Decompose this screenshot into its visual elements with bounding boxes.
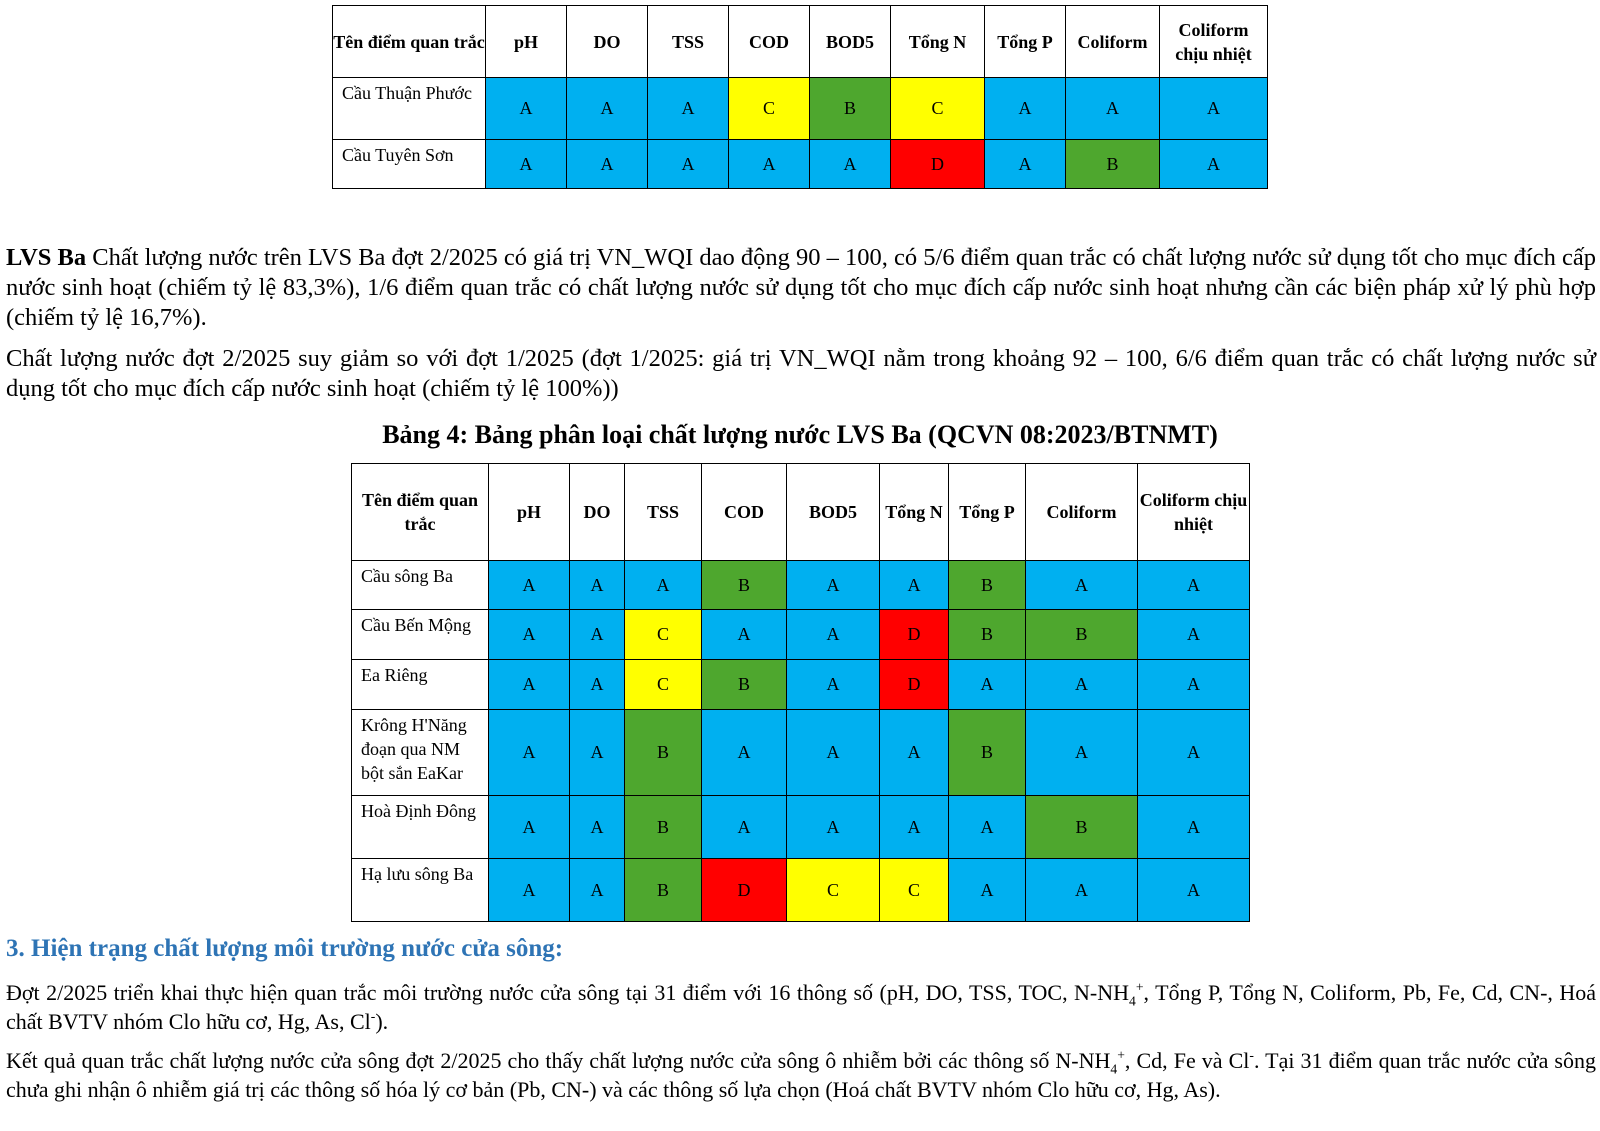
table-header-row bbox=[333, 6, 1268, 78]
superscript: + bbox=[1117, 1047, 1125, 1063]
header-total-p: Tổng P bbox=[985, 6, 1066, 78]
grade-cell: B bbox=[702, 660, 787, 710]
text-span: , Tổng P, Tổng N, Coliform, Pb, Fe, Cd, CN-, Hoá chất BVTV nhóm Clo hữu cơ, Hg, As, Cl bbox=[6, 980, 1597, 1034]
header-bod5: BOD5 bbox=[787, 464, 880, 561]
header-coliform: Coliform bbox=[1026, 464, 1138, 561]
header-ph: pH bbox=[486, 6, 567, 78]
grade-cell: A bbox=[1138, 610, 1250, 660]
text-span: , Cd, Fe và Cl bbox=[1124, 1048, 1250, 1073]
grade-cell: A bbox=[567, 140, 648, 189]
grade-cell: A bbox=[1026, 561, 1138, 610]
paragraph-estuary-results bbox=[6, 1046, 1596, 1104]
header-total-n: Tổng N bbox=[891, 6, 985, 78]
subscript: 4 bbox=[1129, 993, 1136, 1009]
station-name: Cầu Tuyên Sơn bbox=[333, 140, 486, 189]
water-quality-table-top bbox=[332, 5, 1268, 189]
grade-cell: A bbox=[1066, 78, 1160, 140]
grade-cell: A bbox=[787, 710, 880, 796]
grade-cell: B bbox=[625, 859, 702, 922]
header-cod: COD bbox=[729, 6, 810, 78]
header-thermo-coliform: Coliform chịu nhiệt bbox=[1138, 464, 1250, 561]
grade-cell: A bbox=[570, 561, 625, 610]
paragraph-comparison: Chất lượng nước đợt 2/2025 suy giảm so với đợt 1/2025 (đợt 1/2025: giá trị VN_WQI nằm trong khoảng 92 – 100, 6/6 điểm quan trắc có chất lượng nước sử dụng tốt cho mục đích cấp nước sinh hoạt (chiếm tỷ lệ 100%)) bbox=[6, 345, 1596, 402]
header-cod: COD bbox=[702, 464, 787, 561]
header-do: DO bbox=[570, 464, 625, 561]
station-name: Cầu Bến Mộng bbox=[352, 610, 489, 660]
grade-cell: A bbox=[1160, 78, 1268, 140]
grade-cell: A bbox=[648, 78, 729, 140]
table-row bbox=[352, 710, 1250, 796]
station-name: Krông H'Năng đoạn qua NM bột sắn EaKar bbox=[352, 710, 489, 796]
grade-cell: A bbox=[1026, 660, 1138, 710]
grade-cell: A bbox=[489, 561, 570, 610]
grade-cell: A bbox=[810, 140, 891, 189]
grade-cell: B bbox=[702, 561, 787, 610]
header-total-n: Tổng N bbox=[880, 464, 949, 561]
grade-cell: A bbox=[570, 859, 625, 922]
station-name: Cầu Thuận Phước bbox=[333, 78, 486, 140]
header-ph: pH bbox=[489, 464, 570, 561]
grade-cell: C bbox=[787, 859, 880, 922]
subscript: 4 bbox=[1110, 1061, 1118, 1077]
superscript: - bbox=[1249, 1047, 1254, 1063]
table-row bbox=[352, 859, 1250, 922]
paragraph-lead-bold: LVS Ba bbox=[6, 244, 87, 271]
grade-cell: B bbox=[1066, 140, 1160, 189]
grade-cell: B bbox=[1026, 610, 1138, 660]
grade-cell: A bbox=[648, 140, 729, 189]
table-row bbox=[352, 610, 1250, 660]
grade-cell: A bbox=[486, 78, 567, 140]
header-total-p: Tổng P bbox=[949, 464, 1026, 561]
grade-cell: A bbox=[702, 610, 787, 660]
grade-cell: A bbox=[1138, 796, 1250, 859]
text-span: . Tại 31 điểm quan trắc nước cửa sông chưa ghi nhận ô nhiễm giá trị các thông số hóa lý cơ bản (Pb, CN-) và các thông số lựa chọn (Hoá chất BVTV nhóm Clo hữu cơ, Hg, As). bbox=[6, 1048, 1596, 1102]
text-span: Đợt 2/2025 triển khai thực hiện quan trắc môi trường nước cửa sông tại 31 điểm với 16 thông số (pH, DO, TSS, TOC, N-NH bbox=[6, 980, 1130, 1005]
table-row bbox=[333, 78, 1268, 140]
grade-cell: D bbox=[891, 140, 985, 189]
station-name: Cầu sông Ba bbox=[352, 561, 489, 610]
grade-cell: A bbox=[949, 796, 1026, 859]
header-coliform: Coliform bbox=[1066, 6, 1160, 78]
grade-cell: A bbox=[729, 140, 810, 189]
superscript: + bbox=[1135, 979, 1144, 995]
grade-cell: A bbox=[949, 859, 1026, 922]
paragraph-estuary-monitoring bbox=[6, 978, 1596, 1036]
grade-cell: C bbox=[729, 78, 810, 140]
header-bod5: BOD5 bbox=[810, 6, 891, 78]
text-span: ). bbox=[375, 1009, 389, 1034]
table-row bbox=[352, 660, 1250, 710]
grade-cell: B bbox=[810, 78, 891, 140]
grade-cell: C bbox=[625, 610, 702, 660]
grade-cell: A bbox=[489, 660, 570, 710]
grade-cell: A bbox=[489, 610, 570, 660]
grade-cell: A bbox=[702, 710, 787, 796]
grade-cell: A bbox=[787, 660, 880, 710]
grade-cell: D bbox=[880, 660, 949, 710]
grade-cell: A bbox=[489, 859, 570, 922]
grade-cell: A bbox=[985, 140, 1066, 189]
grade-cell: A bbox=[787, 610, 880, 660]
grade-cell: C bbox=[625, 660, 702, 710]
paragraph-lvs-ba-summary bbox=[6, 243, 1596, 333]
grade-cell: D bbox=[702, 859, 787, 922]
table-row bbox=[352, 561, 1250, 610]
grade-cell: A bbox=[1026, 710, 1138, 796]
grade-cell: A bbox=[880, 561, 949, 610]
grade-cell: A bbox=[1138, 561, 1250, 610]
grade-cell: A bbox=[570, 610, 625, 660]
grade-cell: C bbox=[880, 859, 949, 922]
station-name: Hoà Định Đông bbox=[352, 796, 489, 859]
grade-cell: C bbox=[891, 78, 985, 140]
grade-cell: A bbox=[1138, 660, 1250, 710]
grade-cell: A bbox=[486, 140, 567, 189]
table-row bbox=[333, 140, 1268, 189]
grade-cell: A bbox=[880, 796, 949, 859]
station-name: Ea Riêng bbox=[352, 660, 489, 710]
grade-cell: B bbox=[1026, 796, 1138, 859]
grade-cell: A bbox=[880, 710, 949, 796]
header-do: DO bbox=[567, 6, 648, 78]
grade-cell: A bbox=[985, 78, 1066, 140]
grade-cell: B bbox=[949, 561, 1026, 610]
grade-cell: A bbox=[570, 710, 625, 796]
water-quality-table-ba bbox=[351, 463, 1250, 922]
grade-cell: D bbox=[880, 610, 949, 660]
text-span: Kết quả quan trắc chất lượng nước cửa sông đợt 2/2025 cho thấy chất lượng nước cửa sông ô nhiễm bởi các thông số N-NH bbox=[6, 1048, 1111, 1073]
grade-cell: B bbox=[949, 710, 1026, 796]
grade-cell: A bbox=[1138, 710, 1250, 796]
table-header-row bbox=[352, 464, 1250, 561]
grade-cell: A bbox=[1160, 140, 1268, 189]
header-station: Tên điểm quan trắc bbox=[352, 464, 489, 561]
grade-cell: A bbox=[787, 561, 880, 610]
grade-cell: A bbox=[949, 660, 1026, 710]
paragraph-text: Chất lượng nước trên LVS Ba đợt 2/2025 có giá trị VN_WQI dao động 90 – 100, có 5/6 điểm quan trắc có chất lượng nước sử dụng tốt cho mục đích cấp nước sinh hoạt (chiếm tỷ lệ 83,3%), 1/6 điểm quan trắc có chất lượng nước sử dụng tốt cho mục đích cấp nước sinh hoạt nhưng cần các biện pháp xử lý phù hợp (chiếm tỷ lệ 16,7%). bbox=[6, 244, 1596, 331]
superscript: - bbox=[370, 1008, 376, 1024]
table-caption: Bảng 4: Bảng phân loại chất lượng nước LVS Ba (QCVN 08:2023/BTNMT) bbox=[382, 420, 1218, 449]
grade-cell: A bbox=[1138, 859, 1250, 922]
grade-cell: A bbox=[570, 660, 625, 710]
grade-cell: B bbox=[949, 610, 1026, 660]
grade-cell: B bbox=[625, 710, 702, 796]
header-tss: TSS bbox=[648, 6, 729, 78]
table-row bbox=[352, 796, 1250, 859]
header-station: Tên điểm quan trắc bbox=[333, 6, 486, 78]
grade-cell: A bbox=[570, 796, 625, 859]
grade-cell: A bbox=[702, 796, 787, 859]
header-thermo-coliform: Coliform chịu nhiệt bbox=[1160, 6, 1268, 78]
section-heading: 3. Hiện trạng chất lượng môi trường nước cửa sông: bbox=[6, 935, 564, 962]
header-tss: TSS bbox=[625, 464, 702, 561]
grade-cell: B bbox=[625, 796, 702, 859]
station-name: Hạ lưu sông Ba bbox=[352, 859, 489, 922]
grade-cell: A bbox=[787, 796, 880, 859]
grade-cell: A bbox=[1026, 859, 1138, 922]
grade-cell: A bbox=[625, 561, 702, 610]
grade-cell: A bbox=[489, 796, 570, 859]
grade-cell: A bbox=[489, 710, 570, 796]
grade-cell: A bbox=[567, 78, 648, 140]
